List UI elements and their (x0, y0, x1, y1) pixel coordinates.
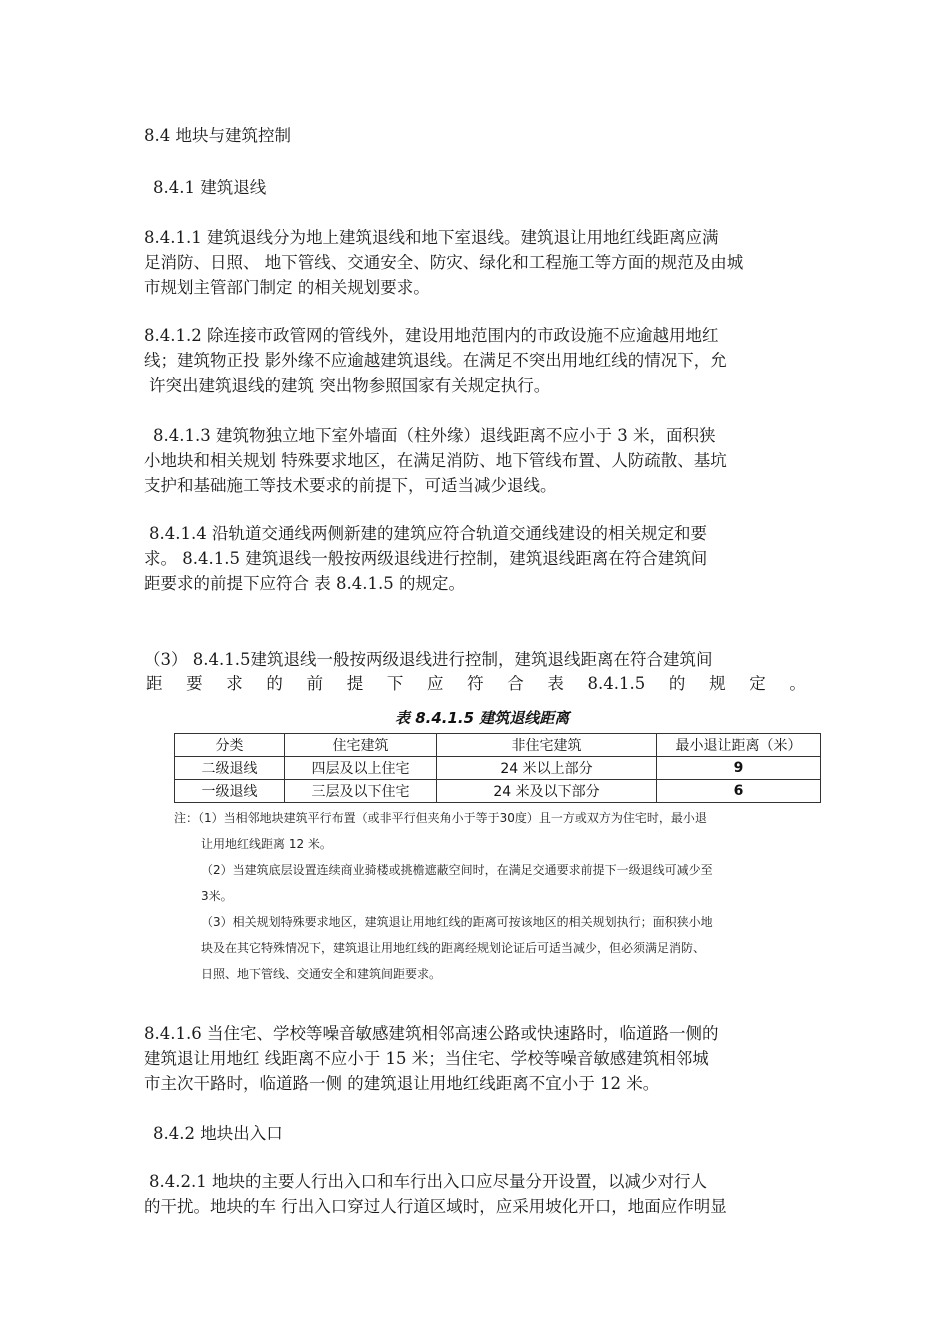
justified-text-line (146, 672, 806, 696)
table-header-row (175, 734, 821, 757)
text-line: 8.4.2.1 地块的主要人行出入口和车行出入口应尽量分开设置，以减少对行人 (149, 1172, 707, 1191)
text-line: 求。 8.4.1.5 建筑退线一般按两级退线进行控制，建筑退线距离在符合建筑间 (144, 549, 708, 568)
text-line: 许突出建筑退线的建筑 突出物参照国家有关规定执行。 (149, 376, 551, 395)
text-line: 市主次干路时，临道路一侧 的建筑退让用地红线距离不宜小于 12 米。 (144, 1074, 660, 1093)
text-line: 小地块和相关规划 特殊要求地区，在满足消防、地下管线布置、人防疏散、基坑 (144, 451, 727, 470)
table-note-line: 让用地红线距离 12 米。 (201, 837, 332, 851)
table-title: 表 8.4.1.5 建筑退线距离 (395, 709, 570, 727)
table-note-line: 3米。 (201, 889, 233, 903)
text-line: 8.4.1.2 除连接市政管网的管线外，建设用地范围内的市政设施不应逾越用地红 (144, 326, 719, 345)
table-note-line: 日照、地下管线、交通安全和建筑间距要求。 (201, 967, 442, 981)
text-token: 下 (386, 674, 404, 693)
table-header-cell: 分类 (175, 734, 285, 757)
subsection-heading: 8.4.2 地块出入口 (153, 1124, 283, 1143)
table-note-line: （3）相关规划特殊要求地区，建筑退让用地红线的距离可按该地区的相关规划执行；面积狭小地 (201, 915, 713, 929)
text-token: 的 (668, 674, 686, 693)
text-line: 8.4.1.3 建筑物独立地下室外墙面（柱外缘）退线距离不应小于 3 米，面积狭 (153, 426, 716, 445)
text-token: 前 (306, 674, 324, 693)
text-line: 建筑退让用地红 线距离不应小于 15 米；当住宅、学校等噪音敏感建筑相邻城 (144, 1049, 709, 1068)
text-token: 应 (426, 674, 444, 693)
text-line: 线；建筑物正投 影外缘不应逾越建筑退线。在满足不突出用地红线的情况下，允 (144, 351, 727, 370)
text-line: 8.4.1.6 当住宅、学校等噪音敏感建筑相邻高速公路或快速路时，临道路一侧的 (144, 1024, 719, 1043)
table-note-line: 注：（1）当相邻地块建筑平行布置（或非平行但夹角小于等于30度）且一方或双方为住宅时，最小退 (174, 811, 707, 825)
table-header-cell: 住宅建筑 (285, 734, 437, 757)
text-token: 8.4.1.5 (587, 674, 646, 693)
text-token: 的 (266, 674, 283, 693)
table-header-cell: 最小退让距离（米） (657, 734, 821, 757)
table-header-cell: 非住宅建筑 (437, 734, 657, 757)
text-line: 足消防、日照、 地下管线、交通安全、防灾、绿化和工程施工等方面的规范及由城 (144, 253, 744, 272)
text-line: 的干扰。地块的车 行出入口穿过人行道区域时，应采用坡化开口，地面应作明显 (144, 1197, 727, 1216)
table-cell: 24 米及以下部分 (437, 780, 657, 803)
text-line: 8.4.1.1 建筑退线分为地上建筑退线和地下室退线。建筑退让用地红线距离应满 (144, 228, 719, 247)
section-heading: 8.4 地块与建筑控制 (144, 126, 291, 145)
text-token: 。 (789, 674, 806, 693)
text-line: 支护和基础施工等技术要求的前提下，可适当减少退线。 (144, 476, 557, 495)
text-token: 求 (226, 674, 243, 693)
setback-distance-table (174, 733, 821, 803)
text-line: 市规划主管部门制定 的相关规划要求。 (144, 278, 430, 297)
table-cell: 四层及以上住宅 (285, 757, 437, 780)
table-note-line: 块及在其它特殊情况下，建筑退让用地红线的距离经规划论证后可适当减少，但必须满足消防、 (201, 941, 706, 955)
text-token: 合 (507, 674, 524, 693)
text-token: 规 (709, 674, 726, 693)
text-line: （3） 8.4.1.5建筑退线一般按两级退线进行控制，建筑退线距离在符合建筑间 (144, 650, 713, 669)
text-token: 要 (186, 674, 203, 693)
text-line: 8.4.1.4 沿轨道交通线两侧新建的建筑应符合轨道交通线建设的相关规定和要 (149, 524, 707, 543)
table-row (175, 780, 821, 803)
text-token: 提 (346, 674, 364, 693)
table-cell: 24 米以上部分 (437, 757, 657, 780)
text-line: 距要求的前提下应符合 表 8.4.1.5 的规定。 (144, 574, 465, 593)
table-cell: 6 (657, 780, 821, 803)
table-cell: 三层及以下住宅 (285, 780, 437, 803)
text-token: 表 (547, 674, 564, 693)
table-row (175, 757, 821, 780)
text-token: 距 (146, 674, 163, 693)
text-token: 符 (467, 674, 484, 693)
table-note-line: （2）当建筑底层设置连续商业骑楼或挑檐遮蔽空间时，在满足交通要求前提下一级退线可减少至 (201, 863, 713, 877)
table-cell: 一级退线 (175, 780, 285, 803)
table-cell: 9 (657, 757, 821, 780)
table-cell: 二级退线 (175, 757, 285, 780)
text-token: 定 (749, 674, 766, 693)
subsection-heading: 8.4.1 建筑退线 (153, 178, 267, 197)
